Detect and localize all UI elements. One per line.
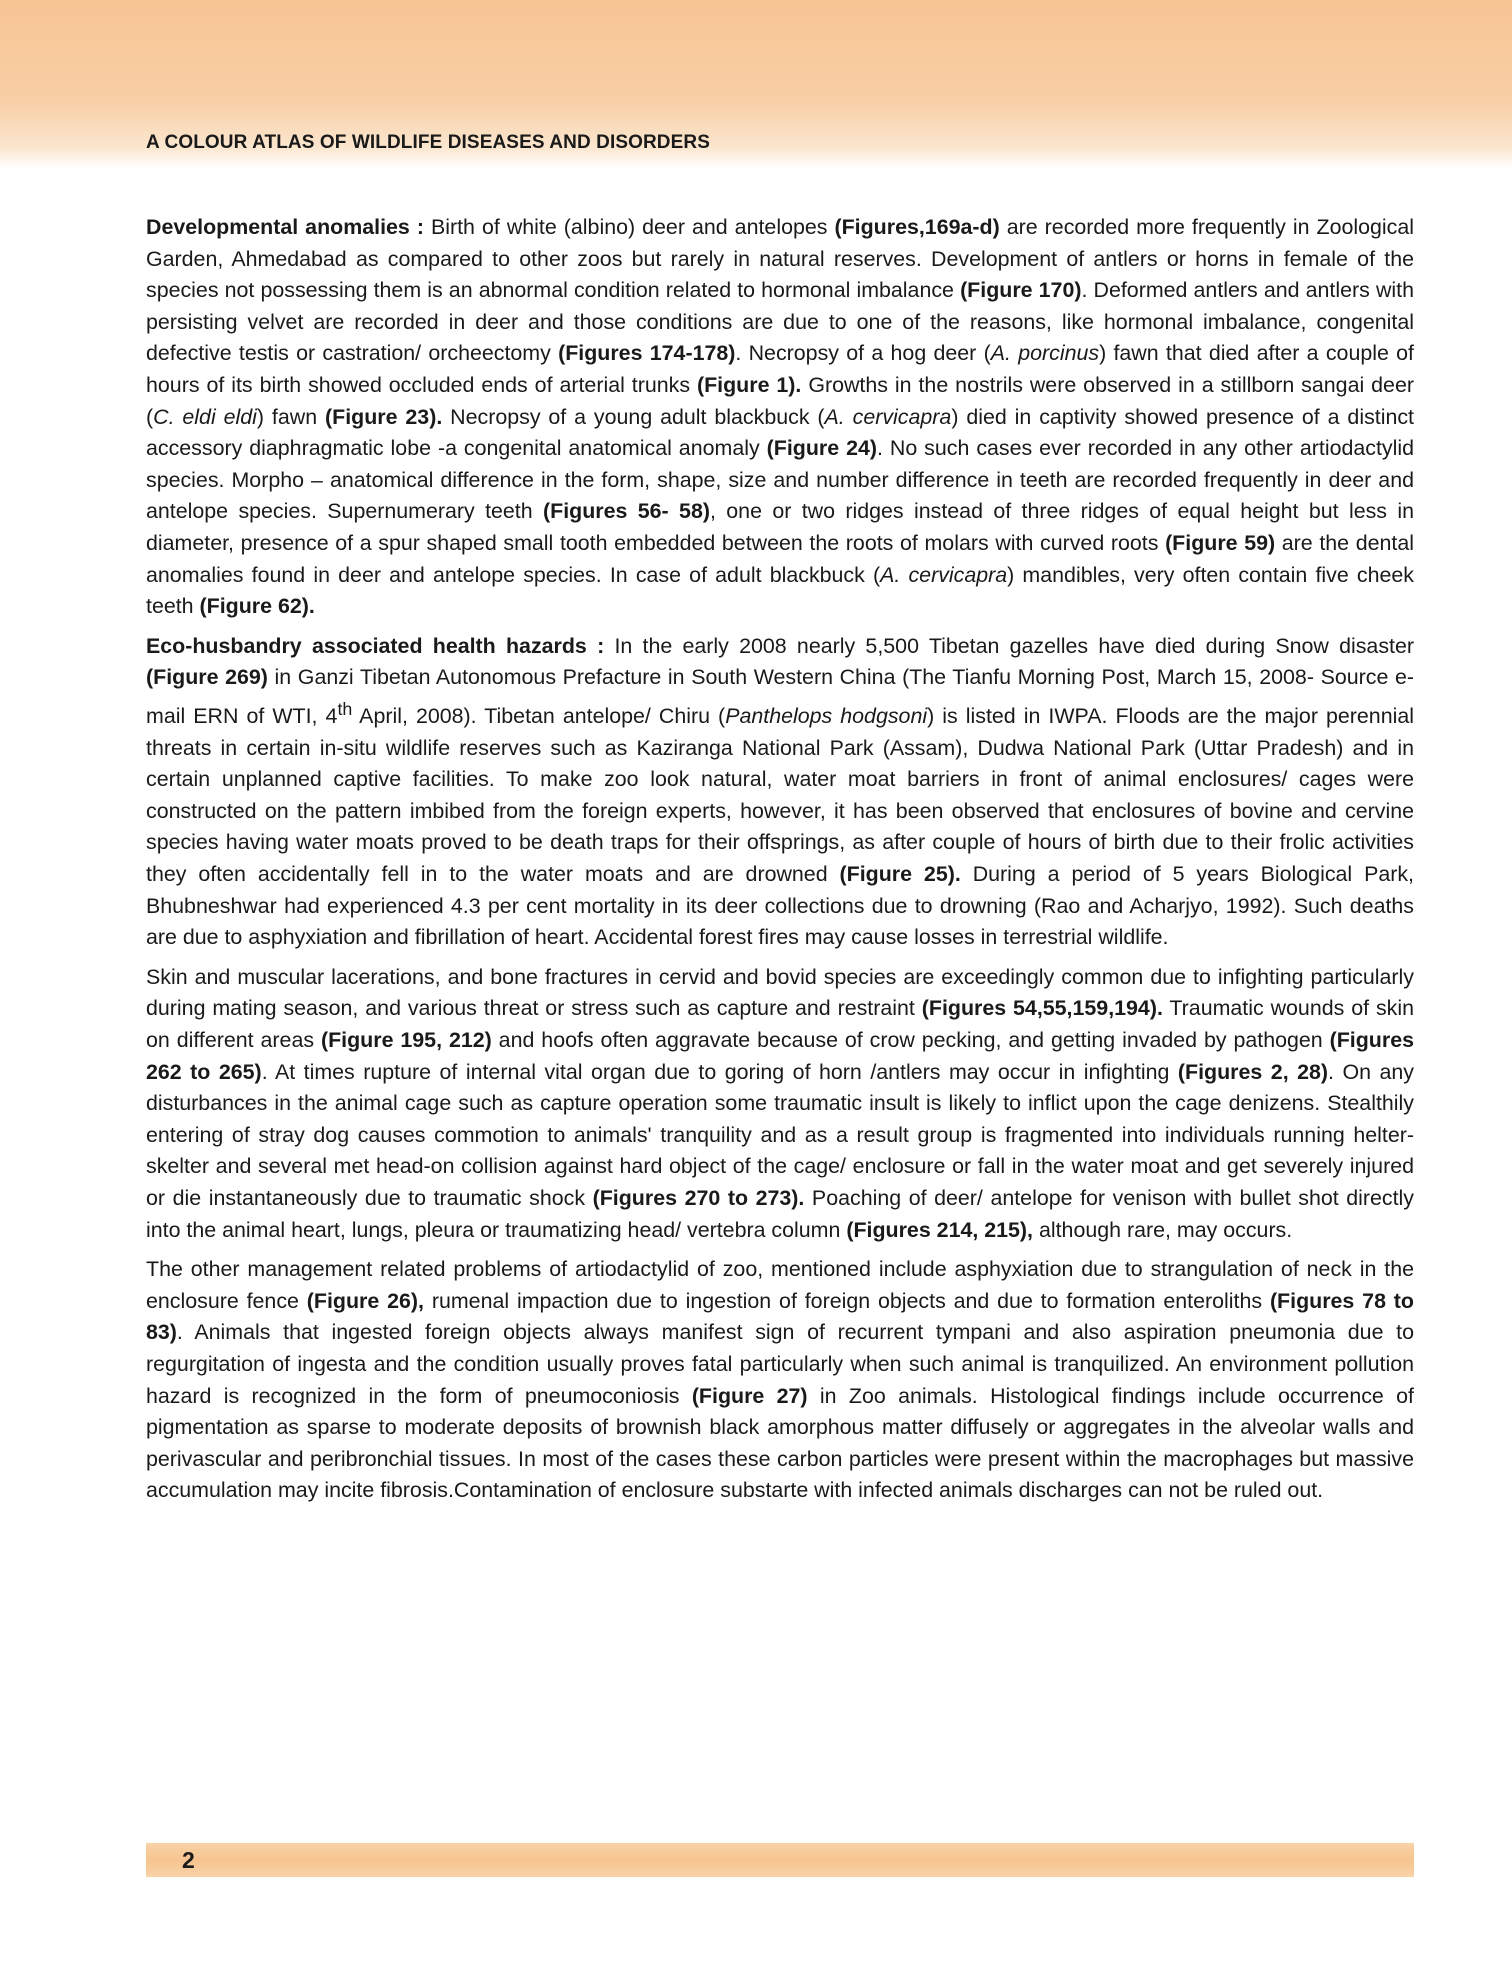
bold-text: (Figures 2, 28): [1177, 1059, 1329, 1084]
paragraph-4: [146, 1254, 1414, 1507]
paragraph-1: [146, 212, 1414, 623]
text-run: . No such cases ever recorded in any other artiodactylid species. Morpho – anatomical difference in the form, shape, size and number difference in teeth are recorded frequently in deer and antelope species. Supernumerary teeth: [146, 436, 1414, 524]
text-run: During a period of 5 years Biological Park, Bhubneshwar had experienced 4.3 per cent mortality in its deer collections due to drowning (Rao and Acharjyo, 1992). Such deaths are due to asphyxiation and fibrillation of heart. Accidental forest fires may cause losses in terrestrial wildlife.: [146, 862, 1414, 950]
text-run: Growths in the nostrils were observed in a stillborn sangai deer (: [146, 372, 1414, 429]
bold-text: (Figure 27): [691, 1383, 808, 1408]
bold-text: (Figures 54,55,159,194).: [921, 996, 1163, 1021]
text-run: in Ganzi Tibetan Autonomous Prefacture in South Western China (The Tianfu Morning Post, March 15, 2008- Source e-mail ERN of WTI, 4: [146, 665, 1414, 729]
running-header: A COLOUR ATLAS OF WILDLIFE DISEASES AND DISORDERS: [146, 132, 710, 153]
text-run: . Deformed antlers and antlers with persisting velvet are recorded in deer and those conditions are due to one of the reasons, like hormonal imbalance, congenital defective testis or castration/ orcheectomy: [146, 278, 1414, 366]
text-run: in Zoo animals. Histological findings include occurrence of pigmentation as sparse to moderate deposits of brownish black amorphous matter diffusely or aggregates in the alveolar walls and perivascular and peribronchial tissues. In most of the cases these carbon particles were present within the macrophages but massive accumulation may incite fibrosis.Contamination of enclosure substarte with infected animals discharges can not be ruled out.: [146, 1383, 1414, 1503]
bold-text: Developmental anomalies :: [146, 215, 424, 239]
bold-text: (Figure 25).: [839, 862, 961, 886]
text-run: Necropsy of a young adult blackbuck (: [442, 404, 825, 429]
paragraph-3: [146, 962, 1414, 1246]
text-run: , one or two ridges instead of three ridges of equal height but less in diameter, presence of a spur shaped small tooth embedded between the roots of molars with curved roots: [146, 499, 1414, 555]
bold-text: Eco-husbandry associated health hazards :: [146, 633, 605, 658]
text-run: ) mandibles, very often contain five cheek teeth: [146, 562, 1414, 619]
italic-text: C. eldi eldi: [153, 404, 257, 429]
text-run: Poaching of deer/ antelope for venison with bullet shot directly into the animal heart, lungs, pleura or traumatizing head/ vertebra column: [146, 1185, 1415, 1242]
bold-text: (Figures 174-178): [558, 341, 736, 366]
paragraph-2: [146, 631, 1414, 954]
footer-band: [146, 1843, 1414, 1877]
bold-text: (Figure 269): [146, 665, 268, 690]
text-run: Birth of white (albino) deer and antelopes: [423, 215, 835, 239]
bold-text: (Figures 214, 215),: [846, 1217, 1034, 1242]
text-run: Skin and muscular lacerations, and bone fractures in cervid and bovid species are exceedingly common due to infighting particularly during mating season, and various threat or stress such as capture and restraint: [146, 964, 1414, 1021]
bold-text: (Figures 56- 58): [543, 499, 710, 524]
text-run: . At times rupture of internal vital organ due to goring of horn /antlers may occur in infighting: [261, 1059, 1178, 1084]
bold-text: (Figure 59): [1165, 530, 1276, 555]
bold-text: (Figure 24): [766, 436, 877, 461]
bold-text: (Figure 1).: [696, 372, 802, 397]
bold-text: (Figure 195, 212): [320, 1027, 492, 1052]
text-run: April, 2008). Tibetan antelope/ Chiru (: [352, 704, 726, 729]
superscript-text: th: [337, 698, 353, 719]
text-run: ) fawn that died after a couple of hours of its birth showed occluded ends of arterial trunks: [146, 341, 1415, 397]
bold-text: (Figures,169a-d): [834, 215, 1000, 239]
italic-text: A. cervicapra: [880, 562, 1008, 587]
text-run: rumenal impaction due to ingestion of foreign objects and due to formation enteroliths: [423, 1288, 1270, 1313]
text-run: The other management related problems of artiodactylid of zoo, mentioned include asphyxiation due to strangulation of neck in the enclosure fence: [146, 1257, 1414, 1313]
text-run: . On any disturbances in the animal cage such as capture operation some traumatic insult is likely to inflict upon the cage denizens. Stealthily entering of stray dog causes commotion to animals' tranquility and as a result group is fragmented into individuals running helter-skelter and several met head-on collision against hard object of the cage/ enclosure or fall in the water moat and get severely injured or die instantaneously due to traumatic shock: [146, 1059, 1414, 1210]
text-run: ) is listed in IWPA. Floods are the major perennial threats in certain in-situ wildlife reserves such as Kaziranga National Park (Assam), Dudwa National Park (Uttar Pradesh) and in certain unplanned captive facilities. To make zoo look natural, water moat barriers in front of animal enclosures/ cages were constructed on the pattern imbibed from the foreign experts, however, it has been observed that enclosures of bovine and cervine species having water moats proved to be death traps for their offsprings, as after couple of hours of birth due to their frolic activities they often accidentally fell in to the water moats and are drowned: [146, 704, 1414, 886]
body-text: [146, 212, 1414, 1515]
page-number: 2: [182, 1847, 195, 1873]
text-run: although rare, may occurs.: [1033, 1217, 1293, 1242]
bold-text: (Figure 62).: [199, 594, 315, 619]
text-run: are the dental anomalies found in deer and antelope species. In case of adult blackbuck (: [146, 530, 1414, 587]
text-run: are recorded more frequently in Zoological Garden, Ahmedabad as compared to other zoos but rarely in natural reserves. Development of antlers or horns in female of the species not possessing them is an abnormal condition related to hormonal imbalance: [146, 215, 1414, 303]
text-run: Traumatic wounds of skin on different areas: [146, 996, 1414, 1052]
italic-text: A. porcinus: [990, 341, 1100, 366]
bold-text: (Figure 23).: [325, 404, 443, 429]
text-run: ) fawn: [256, 404, 326, 429]
text-run: and hoofs often aggravate because of crow pecking, and getting invaded by pathogen: [491, 1027, 1330, 1052]
text-run: ) died in captivity showed presence of a distinct accessory diaphragmatic lobe -a congenital anatomical anomaly: [146, 404, 1414, 461]
text-run: In the early 2008 nearly 5,500 Tibetan gazelles have died during Snow disaster: [604, 633, 1414, 658]
italic-text: Panthelops hodgsoni: [725, 704, 928, 729]
bold-text: (Figure 170): [960, 278, 1082, 303]
text-run: . Necropsy of a hog deer (: [735, 341, 991, 366]
italic-text: A. cervicapra: [824, 404, 952, 429]
bold-text: (Figure 26),: [306, 1288, 424, 1313]
bold-text: (Figures 78 to 83): [146, 1288, 1414, 1345]
bold-text: (Figures 262 to 265): [146, 1027, 1414, 1084]
bold-text: (Figures 270 to 273).: [592, 1185, 805, 1210]
text-run: . Animals that ingested foreign objects always manifest sign of recurrent tympani and also aspiration pneumonia due to regurgitation of ingesta and the condition usually proves fatal particularly when such animal is tranquilized. An environment pollution hazard is recognized in the form of pneumoconiosis: [146, 1320, 1414, 1408]
